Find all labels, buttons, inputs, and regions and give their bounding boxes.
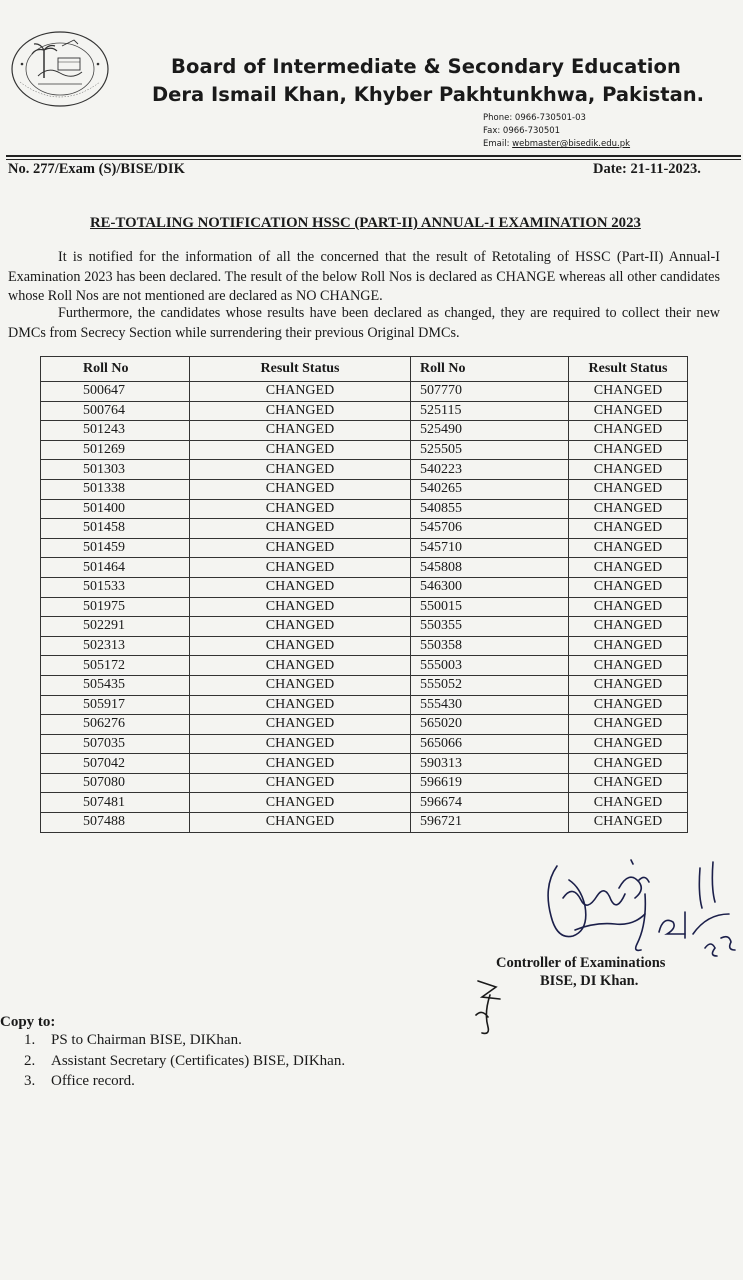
roll-no-cell: 590313 (411, 754, 569, 774)
roll-no-cell: 545808 (411, 558, 569, 578)
issue-date: Date: 21-11-2023. (593, 161, 701, 177)
result-status-cell: CHANGED (569, 754, 688, 774)
result-status-cell: CHANGED (569, 519, 688, 539)
roll-no-cell: 555430 (411, 695, 569, 715)
contact-block (483, 112, 630, 151)
signatory-title: Controller of Examinations (496, 955, 666, 971)
roll-no-cell: 545706 (411, 519, 569, 539)
roll-no-cell: 507080 (41, 773, 190, 793)
org-name-line1: Board of Intermediate & Secondary Education (171, 55, 682, 78)
roll-no-cell: 501464 (41, 558, 190, 578)
result-status-cell: CHANGED (190, 813, 411, 833)
copy-to-item (24, 1051, 345, 1072)
result-status-cell: CHANGED (569, 558, 688, 578)
result-status-cell: CHANGED (569, 479, 688, 499)
roll-no-cell: 501458 (41, 519, 190, 539)
phone-line (483, 112, 630, 125)
header-divider-thin (6, 159, 741, 160)
result-status-cell: CHANGED (569, 675, 688, 695)
result-status-cell: CHANGED (569, 617, 688, 637)
roll-no-cell: 565020 (411, 715, 569, 735)
header-divider-thick (6, 155, 741, 157)
result-status-cell: CHANGED (190, 675, 411, 695)
table-row (41, 636, 688, 656)
result-status-cell: CHANGED (569, 460, 688, 480)
table-row (41, 577, 688, 597)
roll-no-cell: 555003 (411, 656, 569, 676)
result-status-cell: CHANGED (569, 695, 688, 715)
notification-title: RE-TOTALING NOTIFICATION HSSC (PART-II) ANNUAL-I EXAMINATION 2023 (90, 215, 641, 231)
roll-no-cell: 505172 (41, 656, 190, 676)
roll-no-cell: 596721 (411, 813, 569, 833)
roll-no-cell: 545710 (411, 538, 569, 558)
result-status-cell: CHANGED (190, 695, 411, 715)
roll-no-cell: 525115 (411, 401, 569, 421)
roll-no-cell: 555052 (411, 675, 569, 695)
result-status-cell: CHANGED (569, 577, 688, 597)
col-header-status-right: Result Status (569, 357, 688, 382)
fax-value: 0966-730501 (502, 126, 561, 136)
roll-no-cell: 507770 (411, 382, 569, 402)
result-status-cell: CHANGED (569, 401, 688, 421)
table-row (41, 597, 688, 617)
copy-to-item-number: 3. (24, 1073, 36, 1089)
result-status-cell: CHANGED (190, 519, 411, 539)
results-table (40, 356, 688, 833)
roll-no-cell: 500647 (41, 382, 190, 402)
result-status-cell: CHANGED (190, 558, 411, 578)
col-header-roll-no-left: Roll No (41, 357, 190, 382)
table-row (41, 617, 688, 637)
roll-no-cell: 550358 (411, 636, 569, 656)
email-line (483, 138, 630, 151)
results-table-body (41, 382, 688, 833)
table-row (41, 460, 688, 480)
table-header-row (41, 357, 688, 382)
table-row (41, 773, 688, 793)
roll-no-cell: 507488 (41, 813, 190, 833)
roll-no-cell: 501338 (41, 479, 190, 499)
org-name-line2: Dera Ismail Khan, Khyber Pakhtunkhwa, Pakistan. (152, 83, 705, 106)
fax-line (483, 125, 630, 138)
result-status-cell: CHANGED (569, 813, 688, 833)
result-status-cell: CHANGED (190, 401, 411, 421)
table-row (41, 813, 688, 833)
result-status-cell: CHANGED (190, 715, 411, 735)
roll-no-cell: 501400 (41, 499, 190, 519)
table-row (41, 754, 688, 774)
phone-label: Phone: (483, 113, 513, 123)
roll-no-cell: 546300 (411, 577, 569, 597)
roll-no-cell: 525490 (411, 421, 569, 441)
roll-no-cell: 501975 (41, 597, 190, 617)
initials-mark-icon (468, 975, 504, 1037)
table-row (41, 479, 688, 499)
result-status-cell: CHANGED (569, 734, 688, 754)
email-link[interactable]: webmaster@bisedik.edu.pk (512, 139, 631, 149)
copy-to-item (24, 1030, 345, 1051)
col-header-roll-no-right: Roll No (411, 357, 569, 382)
email-label: Email: (483, 139, 510, 149)
result-status-cell: CHANGED (569, 597, 688, 617)
result-status-cell: CHANGED (569, 440, 688, 460)
result-status-cell: CHANGED (190, 734, 411, 754)
roll-no-cell: 565066 (411, 734, 569, 754)
result-status-cell: CHANGED (569, 382, 688, 402)
result-status-cell: CHANGED (190, 577, 411, 597)
result-status-cell: CHANGED (190, 538, 411, 558)
roll-no-cell: 501243 (41, 421, 190, 441)
roll-no-cell: 505435 (41, 675, 190, 695)
roll-no-cell: 550015 (411, 597, 569, 617)
table-row (41, 675, 688, 695)
result-status-cell: CHANGED (190, 773, 411, 793)
result-status-cell: CHANGED (190, 440, 411, 460)
copy-to-item-number: 1. (24, 1032, 36, 1048)
table-row (41, 519, 688, 539)
table-row (41, 734, 688, 754)
result-status-cell: CHANGED (569, 793, 688, 813)
roll-no-cell: 500764 (41, 401, 190, 421)
roll-no-cell: 501269 (41, 440, 190, 460)
signatory-office: BISE, DI Khan. (540, 973, 639, 989)
result-status-cell: CHANGED (190, 597, 411, 617)
result-status-cell: CHANGED (190, 499, 411, 519)
roll-no-cell: 540223 (411, 460, 569, 480)
roll-no-cell: 596619 (411, 773, 569, 793)
copy-to-item (24, 1071, 345, 1092)
table-row (41, 538, 688, 558)
result-status-cell: CHANGED (190, 793, 411, 813)
roll-no-cell: 596674 (411, 793, 569, 813)
result-status-cell: CHANGED (190, 460, 411, 480)
result-status-cell: CHANGED (569, 715, 688, 735)
result-status-cell: CHANGED (569, 656, 688, 676)
copy-to-item-text: PS to Chairman BISE, DIKhan. (51, 1032, 242, 1048)
phone-value: 0966-730501-03 (514, 113, 586, 123)
roll-no-cell: 540855 (411, 499, 569, 519)
roll-no-cell: 501459 (41, 538, 190, 558)
fax-label: Fax: (483, 126, 501, 136)
result-status-cell: CHANGED (569, 421, 688, 441)
table-row (41, 793, 688, 813)
copy-to-item-number: 2. (24, 1052, 36, 1069)
table-row (41, 440, 688, 460)
table-row (41, 695, 688, 715)
result-status-cell: CHANGED (569, 499, 688, 519)
result-status-cell: CHANGED (190, 382, 411, 402)
roll-no-cell: 540265 (411, 479, 569, 499)
roll-no-cell: 505917 (41, 695, 190, 715)
table-row (41, 656, 688, 676)
result-status-cell: CHANGED (190, 479, 411, 499)
copy-to-item-text: Assistant Secretary (Certificates) BISE, DIKhan. (51, 1052, 346, 1069)
bise-dik-seal-icon (8, 28, 112, 110)
table-row (41, 558, 688, 578)
table-row (41, 382, 688, 402)
result-status-cell: CHANGED (190, 421, 411, 441)
table-row (41, 715, 688, 735)
result-status-cell: CHANGED (569, 636, 688, 656)
col-header-status-left: Result Status (190, 357, 411, 382)
notice-paragraph-2: Furthermore, the candidates whose results have been declared as changed, they are required to collect their new DMCs from Secrecy Section while surrendering their previous Original DMCs. (8, 305, 720, 341)
roll-no-cell: 502291 (41, 617, 190, 637)
roll-no-cell: 507035 (41, 734, 190, 754)
result-status-cell: CHANGED (569, 773, 688, 793)
roll-no-cell: 525505 (411, 440, 569, 460)
copy-to-list (24, 1030, 345, 1092)
table-row (41, 421, 688, 441)
roll-no-cell: 550355 (411, 617, 569, 637)
result-status-cell: CHANGED (190, 617, 411, 637)
result-status-cell: CHANGED (190, 636, 411, 656)
roll-no-cell: 507481 (41, 793, 190, 813)
roll-no-cell: 507042 (41, 754, 190, 774)
result-status-cell: CHANGED (190, 656, 411, 676)
roll-no-cell: 501533 (41, 577, 190, 597)
notice-paragraph-1: It is notified for the information of all the concerned that the result of Retotaling of HSSC (Part-II) Annual-I Examination 2023 has been declared. The result of the below Roll Nos is declared as CHANGE whereas all other candidates whose Roll Nos are not mentioned are declared as NO CHANGE. (8, 249, 720, 304)
roll-no-cell: 501303 (41, 460, 190, 480)
copy-to-label: Copy to: (0, 1014, 56, 1030)
result-status-cell: CHANGED (569, 538, 688, 558)
table-row (41, 401, 688, 421)
reference-number: No. 277/Exam (S)/BISE/DIK (8, 161, 185, 177)
roll-no-cell: 506276 (41, 715, 190, 735)
copy-to-item-text: Office record. (51, 1073, 135, 1089)
table-row (41, 499, 688, 519)
roll-no-cell: 502313 (41, 636, 190, 656)
result-status-cell: CHANGED (190, 754, 411, 774)
